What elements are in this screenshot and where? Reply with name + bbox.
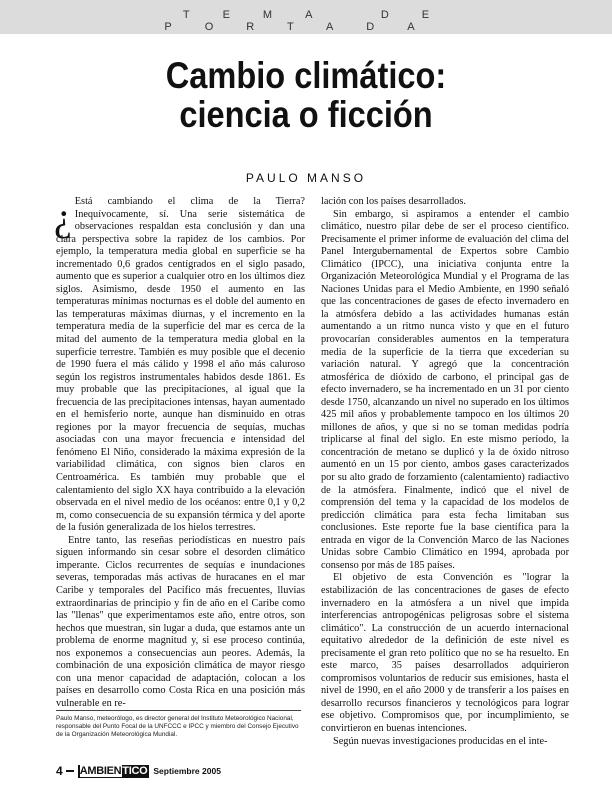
paragraph-text: Está cambiando el clima de la Tierra? Inequívocamente, sí. Una serie sistemática de observaciones respaldan esta conclusión y dan una clara perspectiva sobre la rapidez de los cambios. Por ejemplo, la temperatura media global en superficie se ha incrementado 0,6 grados centígrados en el siglo pasado, aumento que es superior a cualquier otro en los últimos diez siglos. Asimismo, desde 1950 el aumento en las temperaturas mínimas nocturnas es el doble del aumento en las temperaturas máximas diurnas, y el incremento en la temperatura media de la superficie del mar es cerca de la mitad del aumento de la temperatura media global en la superficie terrestre. También es muy posible que el decenio de 1990 fuera el más cálido y 1998 el año más caluroso según los registros instrumentales habidos desde 1861. Es muy probable que las precipitaciones, al igual que la frecuencia de las precipitaciones intensas, hayan aumentado en el hemisferio norte, aunque han disminuido en otras regiones por la mayor frecuencia de sequías, muchas asociadas con una mayor frecuencia e intensidad del fenómeno El Niño, considerado la máxima expresión de la variabilidad climática, con signos bien claros en Centroamérica. Es también muy probable que el calentamiento del siglo XX haya contribuido a la elevación observada en el nivel medio de los océanos: entre 0,1 y 0,2 m, como consecuencia de su expansión térmica y del aporte de la fusión generalizada de los hielos terrestres. [56,196,305,534]
title-line-2: ciencia o ficción [179,94,433,135]
paragraph: Entre tanto, las reseñas periodísticas en nuestro país siguen informando sin cesar sobre el desorden climático imperante. Ciclos recurrentes de sequías e inundaciones severas, temporadas más activas de huracanes en el mar Caribe y temporales del Pacífico más frecuentes, lluvias extraordinarias de principio y fin de año en el Caribe como las "llenas" que experimentamos este año, entre otros, son hechos que muestran, sin lugar a duda, que estamos ante un problema de enorme magnitud y, si ese proceso continúa, nos exponemos a consecuencias aun peores. Además, la combinación de una exposición climática de mayor riesgo con una menor capacidad de adaptación, colocan a los países en desarrollo como Costa Rica en una posición más vulnerable en re- [56,534,305,709]
section-header-bar [0,0,612,34]
article-column-left [56,196,305,710]
section-label: TEMA DE PORTADA [164,9,463,33]
magazine-logo-part1: AMBIEN [79,764,122,777]
issue-date: Septiembre 2005 [153,766,221,776]
page-footer [56,764,221,778]
magazine-logo-part2: TICO [122,764,148,777]
article-column-right [321,196,569,748]
footnote-divider [56,710,301,711]
author-footnote: Paulo Manso, meteorólogo, es director general del Instituto Meteorológico Nacional, responsable del Punto Focal de la UNFCCC e IPCC y miembro del Consejo Ejecutivo de la Organización Meteorológica Mundial. [56,715,299,739]
title-line-1: Cambio climático: [165,55,447,96]
paragraph [56,196,305,535]
page-number: 4 [56,764,63,778]
paragraph: Según nuevas investigaciones producidas en el inte- [333,735,548,747]
article-author: PAULO MANSO [245,171,367,185]
drop-cap: ¿ [54,194,72,239]
magazine-logo [78,765,150,778]
paragraph: Sin embargo, si aspiramos a entender el cambio climático, nuestro pilar debe de ser el proceso científico. Precisamente el primer informe de evaluación del clima del Panel Intergubernamental de Expertos sobre Cambio Climático (IPCC), una iniciativa conjunta entre la Organización Meteorológica Mundial y el Programa de las Naciones Unidas para el Medio Ambiente, en 1990 señaló que las concentraciones de gases de efecto invernadero en la atmósfera debido a las actividades humanas están aumentando a un ritmo nunca visto y que en el futuro provocarían considerables aumentos en la temperatura media de la superficie de la tierra que excederían su variación natural. Y agregó que la concentración atmosférica de dióxido de carbono, el principal gas de efecto invernadero, se ha incrementado en un 31 por ciento desde 1750, alcanzando un nivel no superado en los últimos 425 mil años y probablemente tampoco en los últimos 20 millones de años, y que si no se toman medidas podría triplicarse al final del siglo. En este mismo período, la concentración de metano se duplicó y la de óxido nitroso aumentó en un 15 por ciento, ambos gases caracterizados por su alto grado de forzamiento (calentamiento) radiactivo de la atmósfera. Finalmente, indicó que el nivel de comprensión del tema y la capacidad de los modelos de predicción climática para esta fecha limitaban sus conclusiones. Este reporte fue la base científica para la entrada en vigor de la Convención Marco de las Naciones Unidas sobre Cambio Climático en 1994, aprobada por consenso por más de 185 países. [321,208,569,571]
paragraph: El objetivo de esta Convención es "lograr la estabilización de las concentraciones de gases de efecto invernadero en la atmósfera a un nivel que impida interferencias antropogénicas peligrosas sobre el sistema climático". La construcción de un acuerdo internacional equitativo alrededor de la definición de este nivel es precisamente el gran reto político que no se ha resuelto. En este marco, 35 países desarrollados adquirieron compromisos voluntarios de reducir sus emisiones, hasta el nivel de 1990, en el año 2000 y de transferir a los países en desarrollo recursos financieros y tecnológicos para lograr ese objetivo. Compromisos que, por incumplimiento, se convirtieron en buenas intenciones. [321,572,569,734]
paragraph: lación con los países desarrollados. [321,196,466,207]
article-title [37,56,576,134]
footer-dash [66,770,74,772]
